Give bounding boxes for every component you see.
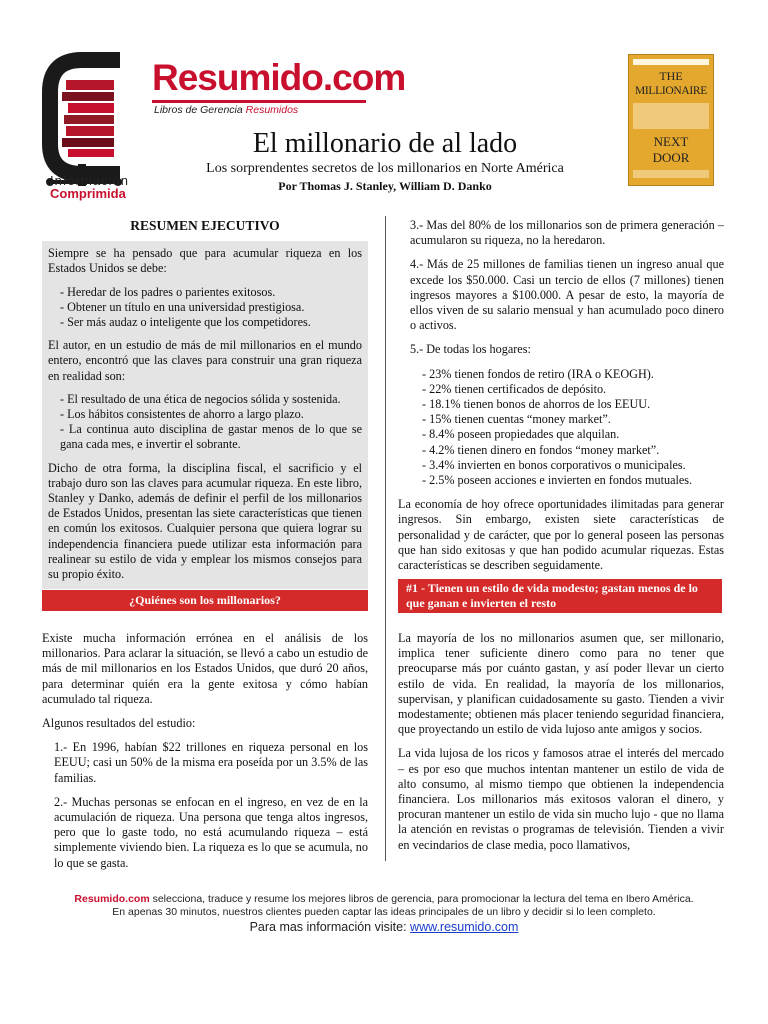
- cover-line-millionaire: MILLIONAIRE: [634, 85, 708, 97]
- exec-paragraph: El autor, en un estudio de más de mil millonarios en el mundo entero, encontró que las claves para construir una gran riqueza en realidad son:: [48, 338, 362, 383]
- list-item: - Ser más audaz o inteligente que los competidores.: [60, 315, 311, 330]
- website-link[interactable]: www.resumido.com: [410, 920, 519, 934]
- economy-paragraph: La economía de hoy ofrece oportunidades ilimitadas para generar ingresos. Sin embargo, existen siete características de personalidad y de carácter, que por lo general poseen las personas que han sido exitosas y que han podido acumular riquezas. Estas características se describen seguidamente.: [398, 497, 724, 573]
- footer-line-3: Para mas información visite: www.resumido.com: [249, 920, 519, 934]
- logo-caption-informacion: Información: [50, 173, 129, 188]
- section-heading-modest-lifestyle: #1 - Tienen un estilo de vida modesto; gastan menos de lo que ganan e invierten el resto: [398, 579, 722, 613]
- list-item: - 2.5% poseen acciones e invierten en fondos mutuales.: [422, 473, 693, 488]
- list-item: - 23% tienen fondos de retiro (IRA o KEOGH).: [422, 366, 654, 381]
- column-divider: [385, 216, 386, 861]
- executive-summary-title: RESUMEN EJECUTIVO: [130, 218, 280, 233]
- result-item-2: 2.- Muchas personas se enfocan en el ingreso, en vez de en la acumulación de riqueza. Una persona que tenga altos ingresos, pero que lo gaste todo, no está acumulando riqueza – está simplemente viviendo bien. La riqueza es lo que se acumula, no lo que se gasta.: [54, 794, 368, 870]
- result-item-5: 5.- De todas los hogares:: [410, 342, 531, 357]
- who-paragraph: Existe mucha información errónea en el análisis de los millonarios. Para aclarar la situación, se llevó a cabo un estudio de más de mil millonarios en los Estados Unidos, que duró 20 años, para determinar quién era la gente exitosa y cómo habían acumulado tal riqueza.: [42, 631, 368, 706]
- brand-underline: [152, 100, 366, 103]
- list-item: - 18.1% tienen bonos de ahorros de los EEUU.: [422, 397, 651, 412]
- list-item: - 15% tienen cuentas “money market”.: [422, 412, 611, 427]
- wealth-keys-list: [48, 392, 362, 453]
- book-authors: Por Thomas J. Stanley, William D. Danko: [278, 179, 492, 193]
- study-results-continued: [398, 218, 724, 582]
- brand-tagline: Libros de Gerencia Resumidos: [154, 104, 299, 116]
- executive-summary-box: [42, 241, 368, 589]
- list-item: - Heredar de los padres o parientes exitosos.: [60, 284, 276, 299]
- list-item: - 22% tienen certificados de depósito.: [422, 381, 607, 396]
- result-item-4: 4.- Más de 25 millones de familias tienen un ingreso anual que excede los $50.000. Casi un tercio de ellos (7 millones) tienen ingresos mayores a $100.000. A pesar de esto, la mayoría de ellos viven de su salario mensual y han acumulado poco dinero o activos.: [410, 257, 724, 333]
- style-paragraph: La vida lujosa de los ricos y famosos atrae el interés del mercado – es por eso que muchos intentan mantener un estilo de vida de alto consumo, al mismo tiempo que obtienen la independencia financiera. Los millonarios más exitosos valoran el dinero, y procuran mantener un estilo de vida sin mucho lujo - que no llama la atención en revistas o programas de televisión. Tienden a vivir en vecindarios de clase media, poco llamativos,: [398, 746, 724, 852]
- page-footer: [0, 893, 768, 935]
- logo-caption-comprimida: Comprimida: [50, 186, 126, 201]
- footer-brand: Resumido.com: [74, 893, 150, 905]
- households-list: [398, 367, 724, 489]
- book-cover-image: [628, 54, 714, 186]
- result-item-1: 1.- En 1996, habían $22 trillones en riqueza personal en los EEUU; casi un 50% de la misma era poseída por un 3.5% de las familias.: [54, 740, 368, 785]
- list-item: - 3.4% invierten en bonos corporativos o municipales.: [422, 457, 686, 472]
- list-item: - El resultado de una ética de negocios sólida y sostenida.: [60, 391, 341, 406]
- list-item: - Los hábitos consistentes de ahorro a largo plazo.: [60, 407, 304, 422]
- style-paragraph: La mayoría de los no millonarios asumen que, ser millonario, implica tener suficiente dinero como para no tener que preocuparse más por cuánto gastan, y así poder llevar un cierto estilo de vida. En realidad, la mayoría de los millonarios, supervisan, y planifican cuidadosamente su gasto. Tienden a vivir modestamente; obtienen más placer teniendo seguridad financiera, que proyectando un estilo de vida lujoso ante amigos y socios.: [398, 631, 724, 737]
- cover-line-next: NEXT: [653, 134, 689, 149]
- list-item: - 8.4% poseen propiedades que alquilan.: [422, 427, 620, 442]
- brand-logo-text: Resumido.com: [152, 57, 406, 98]
- list-item: - Obtener un título en una universidad prestigiosa.: [60, 299, 305, 314]
- resumido-logo-icon: [42, 52, 142, 192]
- who-section-body: [42, 631, 368, 880]
- book-subtitle: Los sorprendentes secretos de los millonarios en Norte América: [206, 161, 564, 176]
- book-title: El millonario de al lado: [252, 128, 518, 159]
- who-paragraph: Algunos resultados del estudio:: [42, 716, 196, 731]
- wealth-myths-list: [48, 285, 362, 331]
- section-heading-who-are-millionaires: ¿Quiénes son los millonarios?: [42, 590, 368, 611]
- style-section-body: [398, 631, 724, 862]
- footer-line-2: En apenas 30 minutos, nuestros clientes pueden captar las ideas principales de un libro y decidir si lo leen completo.: [112, 906, 656, 918]
- cover-line-the: THE: [659, 69, 683, 83]
- cover-line-door: DOOR: [652, 150, 690, 165]
- footer-line-1: Resumido.com selecciona, traduce y resume los mejores libros de gerencia, para promocionar la lectura del tema en Ibero América.: [74, 893, 694, 905]
- exec-intro: Siempre se ha pensado que para acumular riqueza en los Estados Unidos se debe:: [48, 246, 362, 276]
- list-item: - 4.2% tienen dinero en fondos “money market”.: [422, 442, 660, 457]
- list-item: - La continua auto disciplina de gastar menos de lo que se gana cada mes, e invertir el sobrante.: [60, 422, 362, 452]
- executive-summary-section: [42, 216, 368, 589]
- result-item-3: 3.- Mas del 80% de los millonarios son de primera generación – acumularon su riqueza, no la heredaron.: [410, 218, 724, 248]
- exec-paragraph: Dicho de otra forma, la disciplina fiscal, el sacrificio y el trabajo duro son las claves para acumular riqueza. En este libro, Stanley y Danko, además de definir el perfil de los millonarios de Estados Unidos, presentan las siete características que tienen en común los exitosos. Cualquier persona que quiera lograr su independencia financiera puede utilizar esta información para realinear su estilo de vida y emplear los mismos consejos para su propio éxito.: [48, 460, 362, 582]
